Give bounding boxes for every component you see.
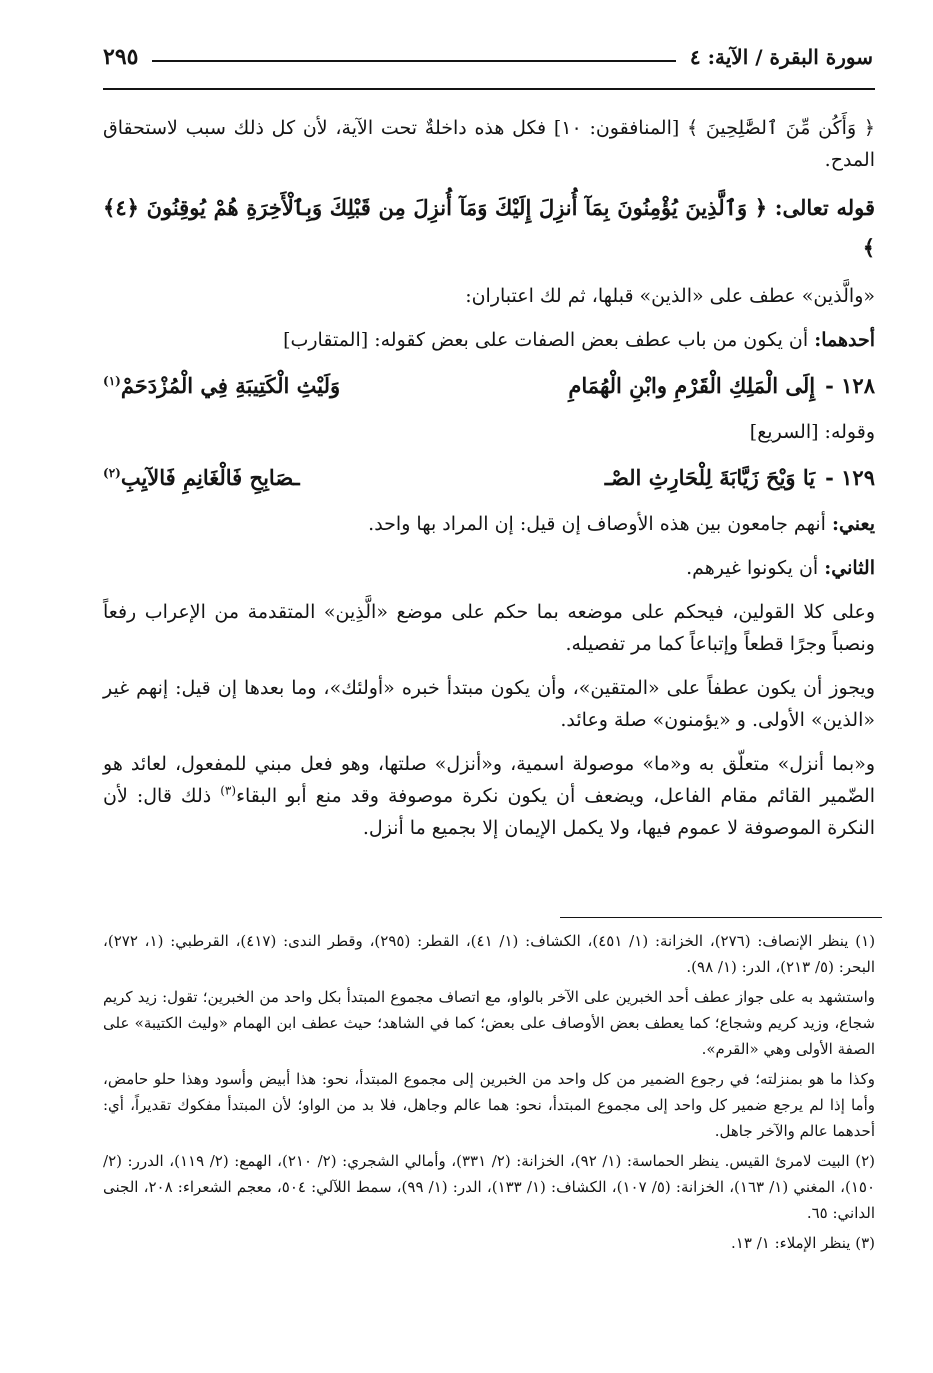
verse-number: ١٢٨ - bbox=[825, 373, 875, 398]
verse-first-hemistich: يَا وَيْحَ زَيَّابَةَ لِلْحَارِثِ الصْـ bbox=[604, 465, 816, 490]
verse-first-hemistich: إِلَى الْمَلِكِ الْقَرْمِ وابْنِ الْهُمَامِ bbox=[568, 373, 816, 398]
header-title: سورة البقرة / الآية: ٤ bbox=[689, 45, 873, 69]
paragraph-5 bbox=[103, 748, 875, 844]
main-text bbox=[103, 112, 875, 856]
footnote-1: (١) ينظر الإنصاف: (٢٧٦)، الخزانة: (١/ ٤٥١)، الكشاف: (١/ ٤١)، القطر: (٢٩٥)، وقطر الندى: (٤١٧)، القرطبي: (١، ٢٧٢)، البحر: (٥/ ٢١٣)، الدر: (١/ ٩٨). bbox=[103, 932, 876, 976]
paragraph-4: ويجوز أن يكون عطفاً على «المتقين»، وأن يكون مبتدأ خبره «أولئك»، وما بعدها إن قيل: إنهم غير «الذين» الأولى. و «يؤمنون» صلة وعائد. bbox=[103, 677, 875, 731]
yani-text: أنهم جامعون بين هذه الأوصاف إن قيل: إن المراد بها واحد. bbox=[368, 513, 826, 535]
poetry-verse-128 bbox=[103, 368, 875, 404]
footnote-1-comment-b: وكذا ما هو بمنزلته؛ في رجوع الضمير من كل واحد من الخبرين إلى مجموع المبتدأ، نحو: هذا أبيض وأسود وهذا حلو حامض، وأما إذا لم يرجع ضمير كل واحد إلى مجموع المبتدأ، نحو: هما عالم وجاهل، فلا بد من الواو؛ لأن المبتدأ مفكوك تقديراً، أي: أحدهما عالم والآخر جاهل. bbox=[103, 1070, 875, 1140]
paragraph-5-part-2: ذلك قال: لأن النكرة الموصوفة لا عموم فيها، ولا يكمل الإيمان إلا بجميع ما أنزل. bbox=[103, 785, 875, 839]
quran-verse bbox=[103, 188, 875, 268]
poetry-verse-129 bbox=[103, 460, 875, 496]
header-rule bbox=[103, 88, 875, 90]
yani-paragraph bbox=[103, 508, 875, 540]
quran-intro: قوله تعالى: bbox=[774, 195, 875, 220]
paragraph-2: «والَّذين» عطف على «الذين» قبلها، ثم لك اعتباران: bbox=[465, 285, 875, 307]
first-consideration bbox=[103, 324, 875, 356]
footnote-1-comment-a: واستشهد به على جواز عطف أحد الخبرين على الآخر بالواو، مع اتصاف مجموع المبتدأ بكل واحد من الخبرين؛ تقول: زيد كريم شجاع، وزيد كريم وشجاع؛ كما يعطف بعض الأوصاف على بعض؛ كما في الشاهد؛ حيث عطف ابن الهمام «وليث الكتيبة» على الصفة الأولى وهي «القرم». bbox=[103, 988, 875, 1058]
second-consideration bbox=[103, 552, 875, 584]
second-label: الثاني: bbox=[824, 557, 875, 579]
paragraph-1: ﴿ وَأَكُن مِّنَ ٱلصَّٰلِحِينَ ﴾ [المنافقون: ١٠] فكل هذه داخلةٌ تحت الآية، لأن كل ذلك سبب لاستحقاق المدح. bbox=[103, 117, 875, 171]
page-number: ٢٩٥ bbox=[103, 44, 139, 70]
yani-label: يعني: bbox=[831, 513, 875, 535]
quran-text: ﴿ وَٱلَّذِينَ يُؤْمِنُونَ بِمَآ أُنزِلَ إِلَيْكَ وَمَآ أُنزِلَ مِن قَبْلِكَ وَبِٱلْأَخِرَةِ هُمْ يُوقِنُونَ ﴿٤﴾ ﴾ bbox=[103, 195, 875, 260]
meter-label: وقوله: [السريع] bbox=[749, 421, 875, 443]
verse-number: ١٢٩ - bbox=[825, 465, 875, 490]
footnote-3: (٣) ينظر الإملاء: ١/ ١٣. bbox=[731, 1234, 875, 1252]
footnote-ref: (٣) bbox=[220, 783, 237, 798]
first-label: أحدهما: bbox=[814, 329, 875, 351]
footnote-2: (٢) البيت لامرئ القيس. ينظر الحماسة: (١/ ٩٢)، الخزانة: (٢/ ٣٣١)، وأمالي الشجري: (٢/ ٢١٠)، الهمع: (٢/ ١١٩)، الدرر: (٢/ ١٥٠)، المغني (١/ ١٦٣)، الخزانة: (٥/ ١٠٧)، الكشاف: (١/ ١٣٣)، الدر: (١/ ٩٩)، سمط اللآلي: ٥٠٤، معجم الشعراء: ٢٠٨، الجنى الداني: ٦٥. bbox=[103, 1152, 876, 1222]
header-line bbox=[152, 60, 675, 62]
footnote-ref: (١) bbox=[103, 374, 121, 388]
second-text: أن يكونوا غيرهم. bbox=[686, 557, 819, 579]
footnote-separator bbox=[560, 917, 882, 918]
footnotes bbox=[103, 928, 875, 1260]
paragraph-5-part-1: و«بما أنزل» متعلّق به و«ما» موصولة اسمية، و«أنزل» صلتها، وهو فعل مبني للمفعول، لعائد هو الضّمير القائم مقام الفاعل، ويضعف أن يكون نكرة موصوفة وقد منع أبو البقاء bbox=[103, 753, 875, 807]
paragraph-3: وعلى كلا القولين، فيحكم على موضعه بما حكم على موضع «الَّذِين» المتقدمة من الإعراب رفعاً ونصباً وجرًا قطعاً وإتباعاً كما مر تفصيله. bbox=[103, 601, 875, 655]
first-text: أن يكون من باب عطف بعض الصفات على بعض كقوله: [المتقارب] bbox=[283, 329, 809, 351]
running-header bbox=[103, 38, 873, 76]
footnote-ref: (٢) bbox=[103, 466, 121, 480]
verse-second-hemistich: ـصَابِحِ فَالْغَانِمِ فَالآيِبِ bbox=[120, 465, 300, 490]
verse-second-hemistich: وَلَيْثِ الْكَتِيبَةِ فِي الْمُزْدَحَمْ bbox=[120, 373, 341, 398]
